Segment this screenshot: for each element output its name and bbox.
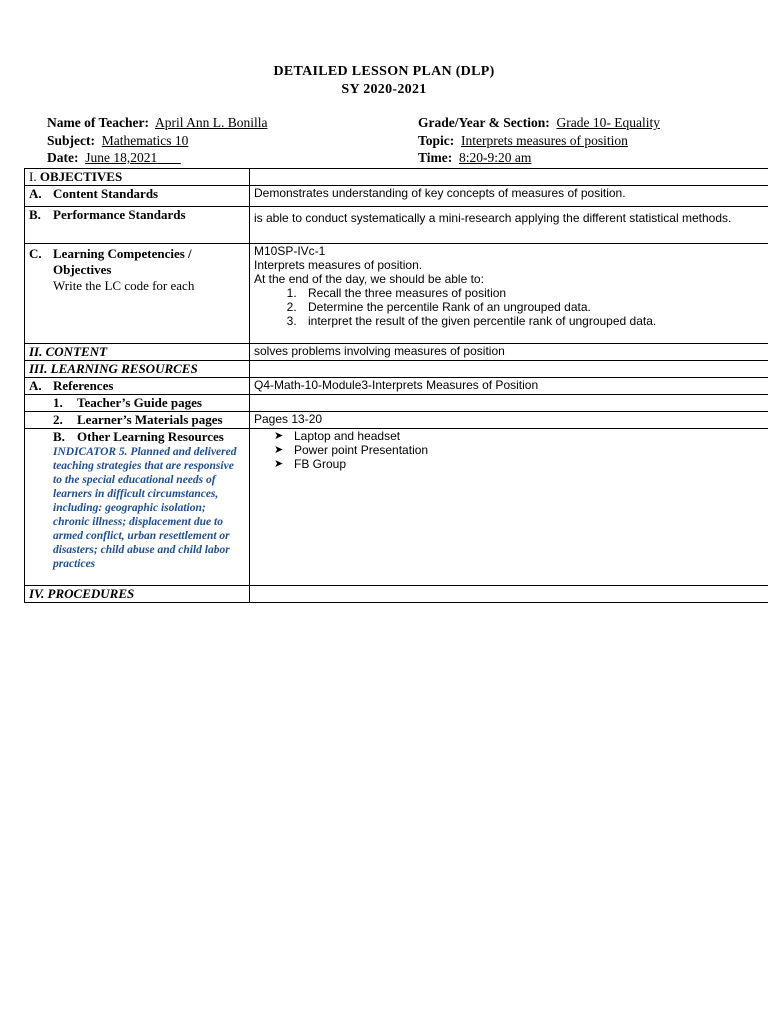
list-item: 2. Determine the percentile Rank of an ungrouped data. [300, 300, 768, 314]
date-value: June 18,2021 [85, 150, 158, 165]
school-year: SY 2020-2021 [341, 82, 427, 97]
competency-line: Interprets measures of position. [254, 258, 423, 272]
resources-row [25, 361, 768, 378]
date-label: Date: [47, 150, 79, 165]
time-field [418, 150, 531, 166]
subject-label: Subject: [47, 133, 95, 148]
subject-field [47, 133, 188, 149]
topic-label: Topic: [418, 133, 455, 148]
list-item: 3. interpret the result of the given percentile rank of ungrouped data. [300, 314, 768, 328]
indicator-note: INDICATOR 5. Planned and delivered teaching strategies that are responsive to the special educational needs of learners in difficult circumstances, including: geographic isolation; chronic illness; displacement due to armed conflict, urban resettlement or disasters; child abuse and child labor practices [53, 446, 237, 570]
list-item: ➤ Power point Presentation [274, 443, 429, 457]
list-item: ➤ Laptop and headset [274, 429, 401, 443]
teachers-guide-value [250, 395, 768, 412]
performance-standards-value: is able to conduct systematically a mini-research applying the different statistical methods. [250, 207, 768, 244]
performance-standards-label: Performance Standards [53, 207, 186, 222]
date-underline [157, 150, 181, 165]
other-resources-row: B. Other Learning Resources INDICATOR 5. Planned and delivered teaching strategies that are responsive to the special educational needs of learners in difficult circumstances, including: geographic isolation; chronic illness; displacement due to armed conflict, urban resettlement or disasters; child abuse and child labor practices ➤ Laptop and headset ➤ Power point Presentation ➤ FB Group [25, 429, 768, 586]
time-label: Time: [418, 150, 453, 165]
arrow-bullet-icon: ➤ [274, 458, 284, 470]
content-heading: II. CONTENT [25, 344, 250, 361]
grade-label: Grade/Year & Section: [418, 115, 550, 130]
other-resources-label: Other Learning Resources [77, 429, 224, 444]
content-standards-value: Demonstrates understanding of key concepts of measures of position. [250, 186, 768, 207]
lc-code: M10SP-IVc-1 [254, 244, 326, 258]
references-row: A. References Q4-Math-10-Module3-Interprets Measures of Position [25, 378, 768, 395]
content-row [25, 344, 768, 361]
date-field [47, 150, 181, 166]
learners-materials-row: 2. Learner’s Materials pages Pages 13-20 [25, 412, 768, 429]
teachers-guide-label: Teacher’s Guide pages [77, 395, 202, 410]
list-item: ➤ FB Group [274, 457, 347, 471]
references-label: References [53, 378, 114, 393]
arrow-bullet-icon: ➤ [274, 430, 284, 442]
content-value: solves problems involving measures of position [250, 344, 768, 361]
grade-value: Grade 10- Equality [556, 115, 660, 130]
grade-field [418, 115, 660, 131]
learners-materials-label: Learner’s Materials pages [77, 412, 223, 427]
competencies-label: Learning Competencies / [53, 246, 192, 261]
competencies-row: C. Learning Competencies / Objectives Write the LC code for each M10SP-IVc-1 Interprets measures of position. At the end of the day, we should be able to: 1. Recall the three measures of position 2. Determine the percentile Rank of an ungrouped data. 3. interpret the result of the given percentile rank of ungrouped data. [25, 244, 768, 344]
teachers-guide-row: 1. Teacher’s Guide pages [25, 395, 768, 412]
topic-value: Interprets measures of position [461, 133, 628, 148]
objectives-sublabel: Objectives [53, 262, 112, 277]
list-item: 1. Recall the three measures of position [300, 286, 768, 300]
lesson-plan-table [24, 168, 768, 603]
time-value: 8:20-9:20 am [459, 150, 532, 165]
procedures-row [25, 586, 768, 603]
references-value: Q4-Math-10-Module3-Interprets Measures of Position [250, 378, 768, 395]
teacher-field [47, 115, 268, 131]
objectives-heading: I. OBJECTIVES [25, 169, 250, 186]
teacher-label: Name of Teacher: [47, 115, 149, 130]
objectives-row [25, 169, 768, 186]
content-standards-label: Content Standards [53, 186, 159, 201]
learners-materials-value: Pages 13-20 [250, 412, 768, 429]
lc-code-note: Write the LC code for each [53, 278, 195, 293]
procedures-heading: IV. PROCEDURES [25, 586, 250, 603]
resources-heading: III. LEARNING RESOURCES [25, 361, 250, 378]
subject-value: Mathematics 10 [101, 133, 189, 148]
objectives-list [254, 286, 768, 328]
teacher-value: April Ann L. Bonilla [155, 115, 268, 130]
document-title: DETAILED LESSON PLAN (DLP) [273, 64, 495, 79]
resources-list [254, 429, 768, 471]
topic-field [418, 133, 628, 149]
arrow-bullet-icon: ➤ [274, 444, 284, 456]
content-standards-row: A. Content Standards Demonstrates understanding of key concepts of measures of position. [25, 186, 768, 207]
performance-standards-row: B. Performance Standards is able to conduct systematically a mini-research applying the different statistical methods. [25, 207, 768, 244]
competency-intro: At the end of the day, we should be able to: [254, 272, 484, 286]
